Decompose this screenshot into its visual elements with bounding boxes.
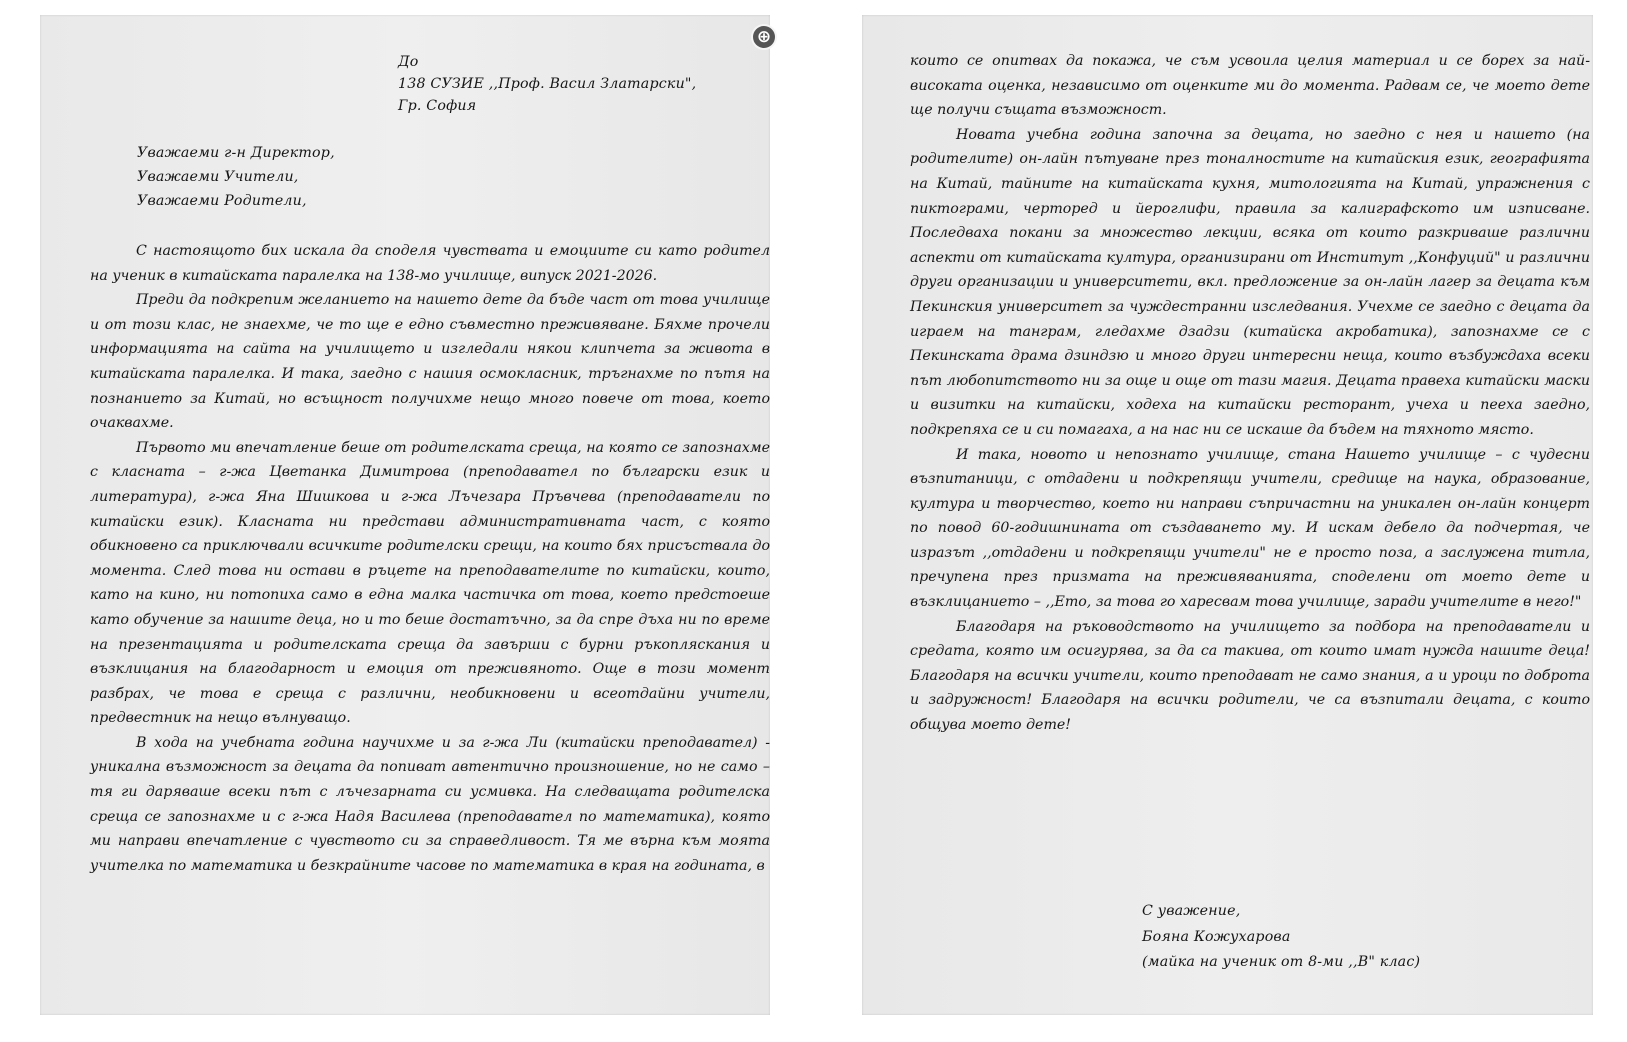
salutation-teachers: Уважаеми Учители,: [137, 169, 299, 185]
signer-name: Бояна Кожухарова: [1142, 928, 1291, 945]
paragraph-school-year: В хода на учебната година научихме и за г-жа Ли (китайски преподавател) - уникална възможност за децата да попиват автентично произношение, но не само – тя ги даряваше всеки път с лъчезарната си усмивка. На следващата родителска среща се запознахме и с г-жа Надя Василева (преподавател по математика), която ми направи впечатление с чувството си за справедливост. Тя ме върна към моята учителка по математика и безкрайните часове по математика в края на годината, в: [90, 734, 770, 874]
address-city: Гр. София: [398, 98, 477, 114]
address-to: До: [398, 54, 419, 70]
letter-page-1: [40, 15, 770, 1015]
paragraph-new-school-year: Новата учебна година започна за децата, но заедно с нея и нашето (на родителите) он-лайн пътуване през тоналностите на китайския език, географията на Китай, тайните на китайската кухня, митологията на Китай, упражнения с пиктограми, черторед и йероглифи, правила за калиграфското им изписване. Последваха покани за множество лекции, всяка от които разкриваше различни аспекти от китайската култура, организирани от Институт ,,Конфуций" и различни други организации и университети, вкл. предложение за он-лайн лагер за децата към Пекинския университет за чуждестранни изследвания. Учехме се заедно с децата да играем на танграм, гледахме дзадзи (китайска акробатика), запознахме се с Пекинската драма дзиндзю и много други интересни неща, които възбуждаха всеки път любопитството ни за още и още от тази магия. Децата правеха китайски маски и визитки на китайски, ходеха на китайски ресторант, учеха и пееха заедно, подкрепяха се и си помагаха, а на нас ни се искаше да бъдем на тяхното място.: [910, 126, 1590, 438]
salutation-parents: Уважаеми Родители,: [137, 193, 307, 209]
closing-regards: С уважение,: [1142, 903, 1241, 919]
letter-body-page-1: [90, 239, 770, 878]
letter-signature-block: [1142, 899, 1420, 976]
paragraph-before-enrollment: Преди да подкрепим желанието на нашето дете да бъде част от това училище и от този клас, не знаехме, че то ще е едно съвместно преживяване. Бяхме прочели информацията на сайта на училището и изгледали някои клипчета за живота в китайската паралелка. И така, заедно с нашия осмокласник, тръгнахме по пътя на познанието за Китай, но всъщност получихме нещо много повече от това, което очаквахме.: [90, 292, 770, 432]
paragraph-thanks: Благодаря на ръководството на училището за подбора на преподаватели и средата, която им осигурява, за да са такива, от които имат нужда нашите деца! Благодаря на всички учители, които преподават не само знания, а и уроци по доброта и задружност! Благодаря на всички родители, че са възпитали децата, с които общува моето дете!: [910, 618, 1590, 734]
paragraph-intro: С настоящото бих искала да споделя чувствата и емоциите си като родител на ученик в китайската паралелка на 138-мо училище, випуск 2021-2026.: [90, 243, 770, 284]
letter-page-2: [862, 15, 1593, 1015]
salutations: [137, 141, 335, 213]
address-school: 138 СУЗИЕ ,,Проф. Васил Златарски",: [398, 76, 697, 92]
paragraph-first-impression: Първото ми впечатление беше от родителската среща, на която се запознахме с класната – г-жа Цветанка Димитрова (преподавател по български език и литература), г-жа Яна Шишкова и г-жа Лъчезара Пръвчева (преподаватели по китайски език). Класната ни представи административната част, с която обикновено са приключвали всичките родителски срещи, на които бях присъствала до момента. След това ни остави в ръцете на преподавателите по китайски, които, като на кино, ни потопиха само в една малка частичка от това, което предстоеше като обучение за нашите деца, но и то беше достатъчно, за да спре дъха ни по време на презентацията и родителската среща да завърши с бурни ръкопляскания и възклицания на благодарност и емоция от преживяното. Още в този момент разбрах, че това е среща с различни, необикновени и всеотдайни учители, предвестник на нещо вълнуващо.: [90, 439, 770, 727]
recipient-address: [398, 51, 696, 117]
paragraph-our-school: И така, новото и непознато училище, стана Нашето училище – с чудесни възпитаници, с отдадени и подкрепящи учители, средище на наука, образование, култура и творчество, което ни направи съпричастни на уникален он-лайн концерт по повод 60-годишнината от създаването му. И искам дебело да подчертая, че изразът ,,отдадени и подкрепящи учители" не е просто поза, а заслужена титла, пречупена през призмата на преживяванията, споделени от моето дете и възклицанието – ,,Ето, за това го харесвам това училище, заради учителите в него!": [910, 446, 1590, 611]
letter-body-page-2: [910, 49, 1590, 738]
paragraph-continuation: които се опитвах да покажа, че съм усвоила целия материал и се борех за най-високата оценка, независимо от оценките ми до момента. Радвам се, че моето дете ще получи същата възможност.: [910, 53, 1590, 119]
signer-role: (майка на ученик от 8-ми ,,В" клас): [1142, 954, 1421, 970]
salutation-director: Уважаеми г-н Директор,: [137, 145, 335, 161]
zoom-in-icon[interactable]: ⊕: [753, 26, 775, 48]
